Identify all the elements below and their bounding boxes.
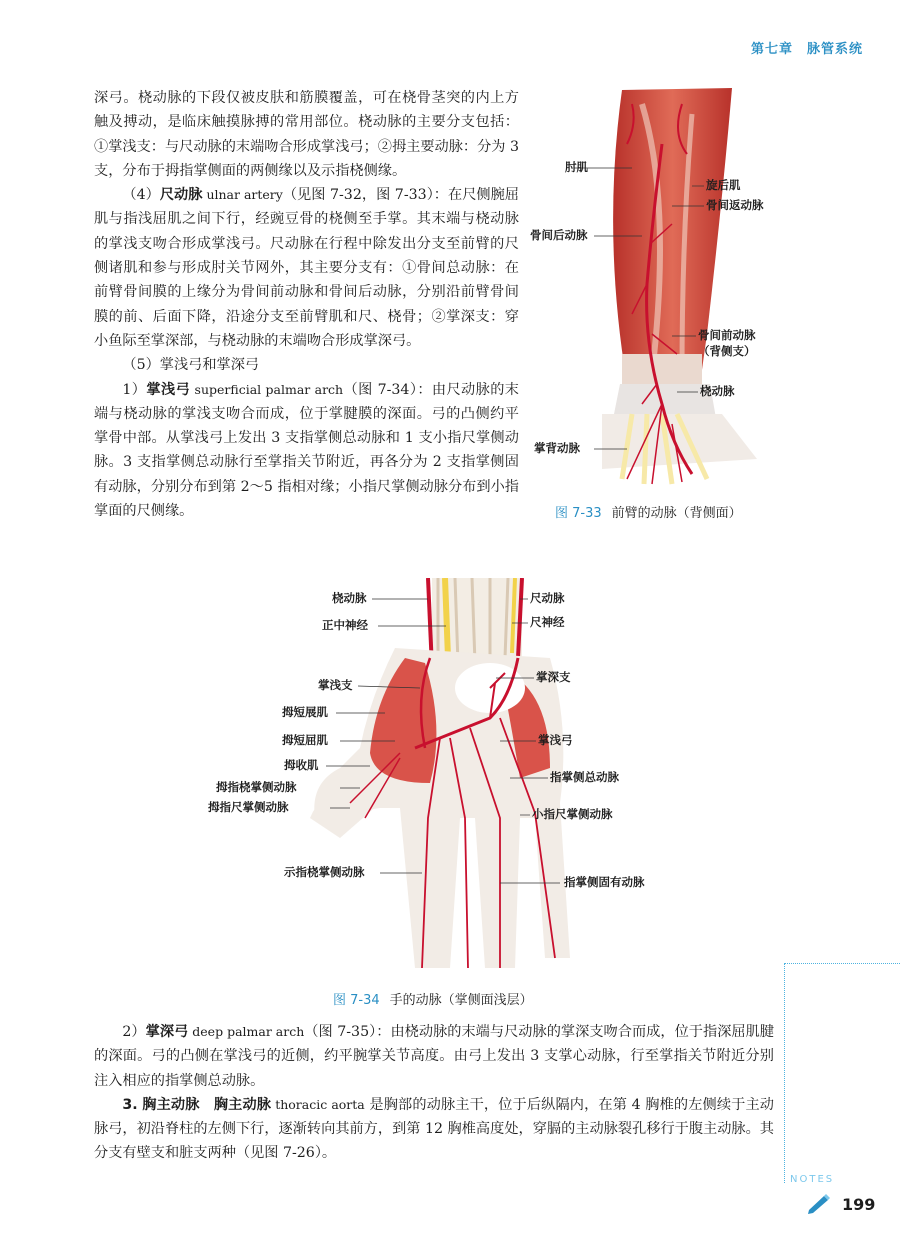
top-text-block <box>94 86 519 523</box>
label-superficial-palmar-arch: 掌浅弓 <box>538 733 573 747</box>
term-en: superficial palmar arch <box>190 381 344 397</box>
paragraph-thoracic-aorta <box>94 1093 774 1166</box>
label-ulnar-artery: 尺动脉 <box>530 591 565 605</box>
label-radialis-indicis-pollicis: 拇指桡掌侧动脉 <box>216 780 297 794</box>
label-ulnar-palmar-digiti-minimi: 小指尺掌侧动脉 <box>532 807 613 821</box>
caption-number: 图 7-33 <box>555 506 602 521</box>
term-en: ulnar artery <box>202 187 283 203</box>
label-flexor-pollicis-brevis: 拇短屈肌 <box>282 733 328 747</box>
label-ulnar-palmar-pollicis: 拇指尺掌侧动脉 <box>208 800 289 814</box>
page-number: 199 <box>842 1195 876 1214</box>
label-radial-palmar-indicis: 示指桡掌侧动脉 <box>284 865 365 879</box>
paragraph-ulnar-artery <box>94 183 519 353</box>
label-adductor-pollicis: 拇收肌 <box>284 758 319 772</box>
term-thoracic-aorta: 胸主动脉 胸主动脉 <box>142 1096 272 1113</box>
paragraph-body: （图 7-34）：由尺动脉的末端与桡动脉的掌浅支吻合而成，位于掌腱膜的深面。弓的凸侧约平掌骨中部。从掌浅弓上发出 3 支指掌侧总动脉和 1 支小指尺掌侧动脉。3 支指掌侧总动脉行至掌指关节附近，再各分为 2 支指掌侧固有动脉，分别分布到第 2～5 指相对缘；小指尺掌侧动脉分布到小指掌面的尺侧缘。 <box>94 381 519 520</box>
label-ulnar-nerve: 尺神经 <box>530 615 565 629</box>
label-common-palmar-digital: 指掌侧总动脉 <box>550 770 619 784</box>
figure-7-34 <box>200 578 680 978</box>
label-proper-palmar-digital: 指掌侧固有动脉 <box>564 875 645 889</box>
paragraph-superficial-arch <box>94 378 519 524</box>
forearm-illustration <box>532 84 864 494</box>
term-ulnar-artery: 尺动脉 <box>159 187 203 204</box>
label-radial-artery: 桡动脉 <box>700 384 735 398</box>
label-radial-artery: 桡动脉 <box>332 591 367 605</box>
item-number: 1） <box>122 381 147 398</box>
label-deep-palmar-branch: 掌深支 <box>536 670 571 684</box>
caption-text: 前臂的动脉（背侧面） <box>611 506 742 521</box>
paragraph-arches-heading: （5）掌浅弓和掌深弓 <box>122 357 260 374</box>
chapter-header: 第七章 脉管系统 <box>750 42 863 57</box>
term-en: deep palmar arch <box>188 1024 305 1039</box>
caption-text: 手的动脉（掌侧面浅层） <box>389 993 533 1008</box>
label-dorsal-metacarpal: 掌背动脉 <box>534 441 580 455</box>
paragraph-deep-arch <box>94 1020 774 1093</box>
label-dorsal-branch: （背侧支） <box>698 344 756 358</box>
caption-figure-7-34 <box>333 989 533 1008</box>
caption-figure-7-33 <box>555 502 742 521</box>
label-posterior-interosseous: 骨间后动脉 <box>530 228 588 242</box>
paragraph-body: （见图 7-32，图 7-33）：在尺侧腕屈肌与指浅屈肌之间下行，经豌豆骨的桡侧至手掌。其末端与桡动脉的掌浅支吻合形成掌浅弓。尺动脉在行程中除发出分支至前臂的尺侧诸肌和参与形成肘关节网外，其主要分支有：①骨间总动脉：在前臂骨间膜的上缘分为骨间前动脉和骨间后动脉，分别沿前臂骨间膜的前、后面下降，沿途分支至前臂肌和尺、桡骨；②掌深支：穿小鱼际至掌深部，与桡动脉的末端吻合形成掌深弓。 <box>94 187 519 349</box>
pencil-icon <box>806 1192 832 1218</box>
term-en: thoracic aorta <box>271 1096 365 1112</box>
bottom-text-block <box>94 1020 774 1166</box>
label-superficial-palmar-branch: 掌浅支 <box>318 678 353 692</box>
label-supinator: 旋后肌 <box>706 178 741 192</box>
notes-divider-horizontal <box>784 963 900 964</box>
paragraph-body: （图 7-35）：由桡动脉的末端与尺动脉的掌深支吻合而成，位于指深屈肌腱的深面。弓的凸侧在掌浅弓的近侧，约平腕掌关节高度。由弓上发出 3 支掌心动脉，行至掌指关节附近分别注入相应的指掌侧总动脉。 <box>94 1024 774 1089</box>
paragraph-radial-artery: 深弓。桡动脉的下段仅被皮肤和筋膜覆盖，可在桡骨茎突的内上方触及搏动，是临床触摸脉搏的常用部位。桡动脉的主要分支包括：①掌浅支：与尺动脉的末端吻合形成掌浅弓；②拇主要动脉：分为 3 支，分布于拇指掌侧面的两侧缘以及示指桡侧缘。 <box>94 90 519 179</box>
notes-divider-vertical <box>784 963 785 1183</box>
figure-7-33 <box>532 84 864 494</box>
label-anterior-interosseous: 骨间前动脉 <box>698 328 756 342</box>
label-abductor-pollicis-brevis: 拇短展肌 <box>282 705 328 719</box>
caption-number: 图 7-34 <box>333 993 380 1008</box>
label-recurrent-interosseous: 骨间返动脉 <box>706 198 764 212</box>
term-superficial-arch: 掌浅弓 <box>146 381 191 398</box>
label-median-nerve: 正中神经 <box>322 618 368 632</box>
item-number: （4） <box>122 187 160 204</box>
label-anconeus: 肘肌 <box>565 160 588 174</box>
notes-label: NOTES <box>790 1174 835 1185</box>
item-number: 3. <box>122 1096 138 1113</box>
item-number: 2） <box>122 1024 146 1040</box>
paragraph-body: 是胸部的动脉主干，位于后纵隔内，在第 4 胸椎的左侧续于主动脉弓，初沿脊柱的左侧下行，逐渐转向其前方，到第 12 胸椎高度处，穿膈的主动脉裂孔移行于腹主动脉。其分支有壁支和脏支两种（见图 7-26）。 <box>94 1096 774 1162</box>
term-deep-arch: 掌深弓 <box>145 1024 189 1040</box>
